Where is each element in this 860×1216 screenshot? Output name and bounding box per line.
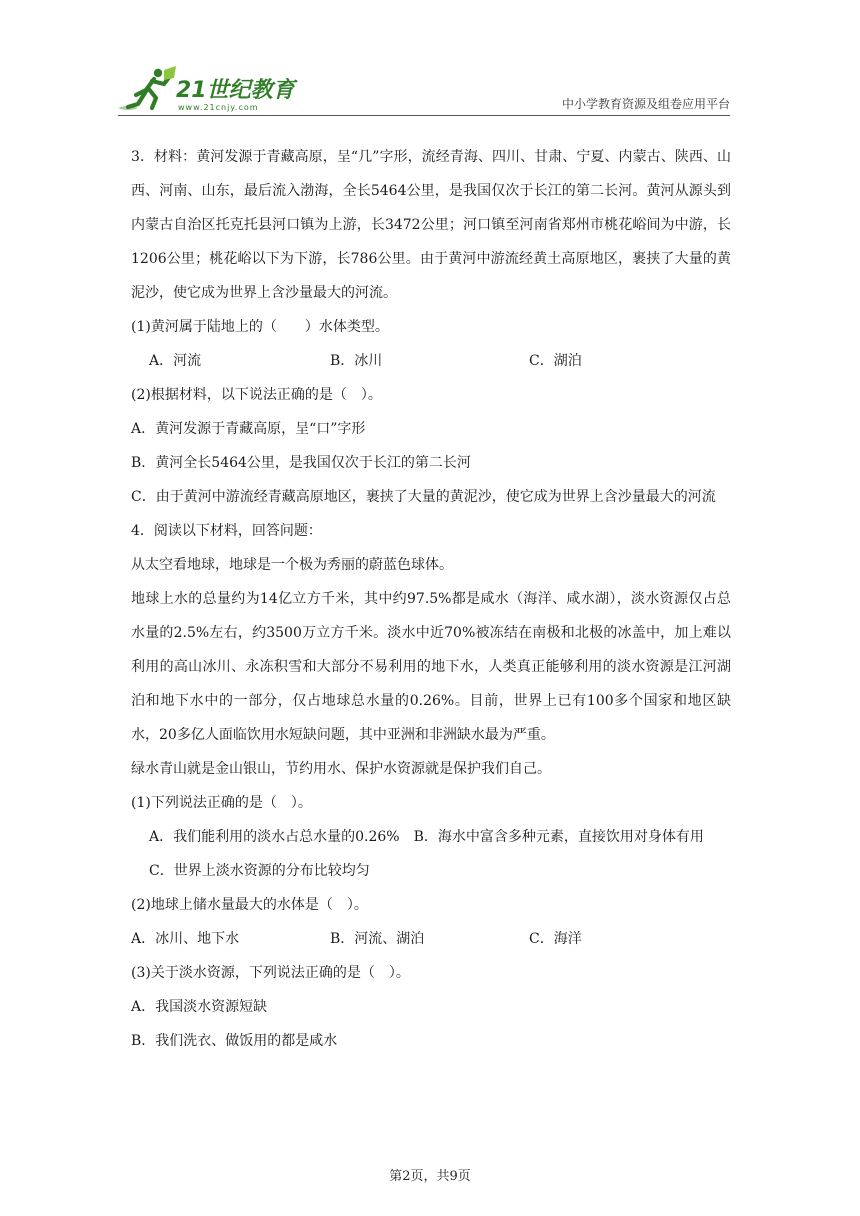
q4-material-3: 绿水青山就是金山银山，节约用水、保护水资源就是保护我们自己。: [131, 761, 551, 777]
option-a: A．河流: [149, 353, 202, 369]
q4-sub3: (3)关于淡水资源，下列说法正确的是（ ）。: [131, 965, 410, 981]
option-b: B．黄河全长5464公里，是我国仅次于长江的第二长河: [131, 455, 471, 471]
q4-sub1-options-ab: A．我们能利用的淡水占总水量的0.26% B．海水中富含多种元素，直接饮用对身体有用: [149, 829, 704, 845]
q4-material-2: 地球上水的总量约为14亿立方千米，其中约97.5%都是咸水（海洋、咸水湖），淡水资源仅占总水量的2.5%左右，约3500万立方千米。淡水中近70%被冻结在南极和北极的冰盖中，加上难以利用的高山冰川、永冻积雪和大部分不易利用的地下水，人类真正能够利用的淡水资源是江河湖泊和地下水中的一部分，仅占地球总水量的0.26%。目前，世界上已有100多个国家和地区缺水，20多亿人面临饮用水短缺问题，其中亚洲和非洲缺水最为严重。: [131, 591, 731, 743]
q4-sub1: (1)下列说法正确的是（ ）。: [131, 795, 312, 811]
q3-material: 3．材料：黄河发源于青藏高原，呈“几”字形，流经青海、四川、甘肃、宁夏、内蒙古、陕西、山西、河南、山东，最后流入渤海，全长5464公里，是我国仅次于长江的第二长河。黄河从源头到内蒙古自治区托克托县河口镇为上游，长3472公里；河口镇至河南省郑州市桃花峪间为中游，长1206公里；桃花峪以下为下游，长786公里。由于黄河中游流经黄土高原地区，裹挟了大量的黄泥沙，使它成为世界上含沙量最大的河流。: [131, 149, 731, 301]
q3-sub1: (1)黄河属于陆地上的（ ）水体类型。: [131, 319, 389, 335]
option-a: A．冰川、地下水: [131, 931, 240, 947]
q4-sub2: (2)地球上储水量最大的水体是（ ）。: [131, 897, 368, 913]
option-c: C．由于黄河中游流经青藏高原地区，裹挟了大量的黄泥沙，使它成为世界上含沙量最大的河流: [131, 489, 716, 505]
header-divider: [118, 115, 730, 116]
q4-sub2-options: [131, 922, 731, 956]
option-c: C．海洋: [529, 931, 582, 947]
option-a: A．黄河发源于青藏高原，呈“口”字形: [131, 421, 366, 437]
logo-text: 21世纪教育: [176, 78, 295, 103]
q3-sub1-options: [131, 344, 731, 378]
logo-url: www.21cnjy.com: [178, 103, 259, 112]
q4-material-1: 从太空看地球，地球是一个极为秀丽的蔚蓝色球体。: [131, 557, 453, 573]
question-content: [131, 140, 731, 1058]
option-c: C．世界上淡水资源的分布比较均匀: [149, 863, 370, 879]
platform-label: 中小学教育资源及组卷应用平台: [561, 97, 730, 111]
site-logo: [118, 62, 298, 118]
page-header: [118, 62, 730, 120]
option-b: B．河流、湖泊: [330, 931, 425, 947]
q3-sub2: (2)根据材料，以下说法正确的是（ ）。: [131, 387, 382, 403]
page-number: 第2页，共9页: [389, 1169, 471, 1184]
option-b: B．我们洗衣、做饭用的都是咸水: [131, 1033, 338, 1049]
option-b: B．冰川: [330, 353, 383, 369]
q4-intro: 4．阅读以下材料，回答问题：: [131, 523, 322, 539]
option-c: C．湖泊: [529, 353, 582, 369]
option-a: A．我国淡水资源短缺: [131, 999, 268, 1015]
